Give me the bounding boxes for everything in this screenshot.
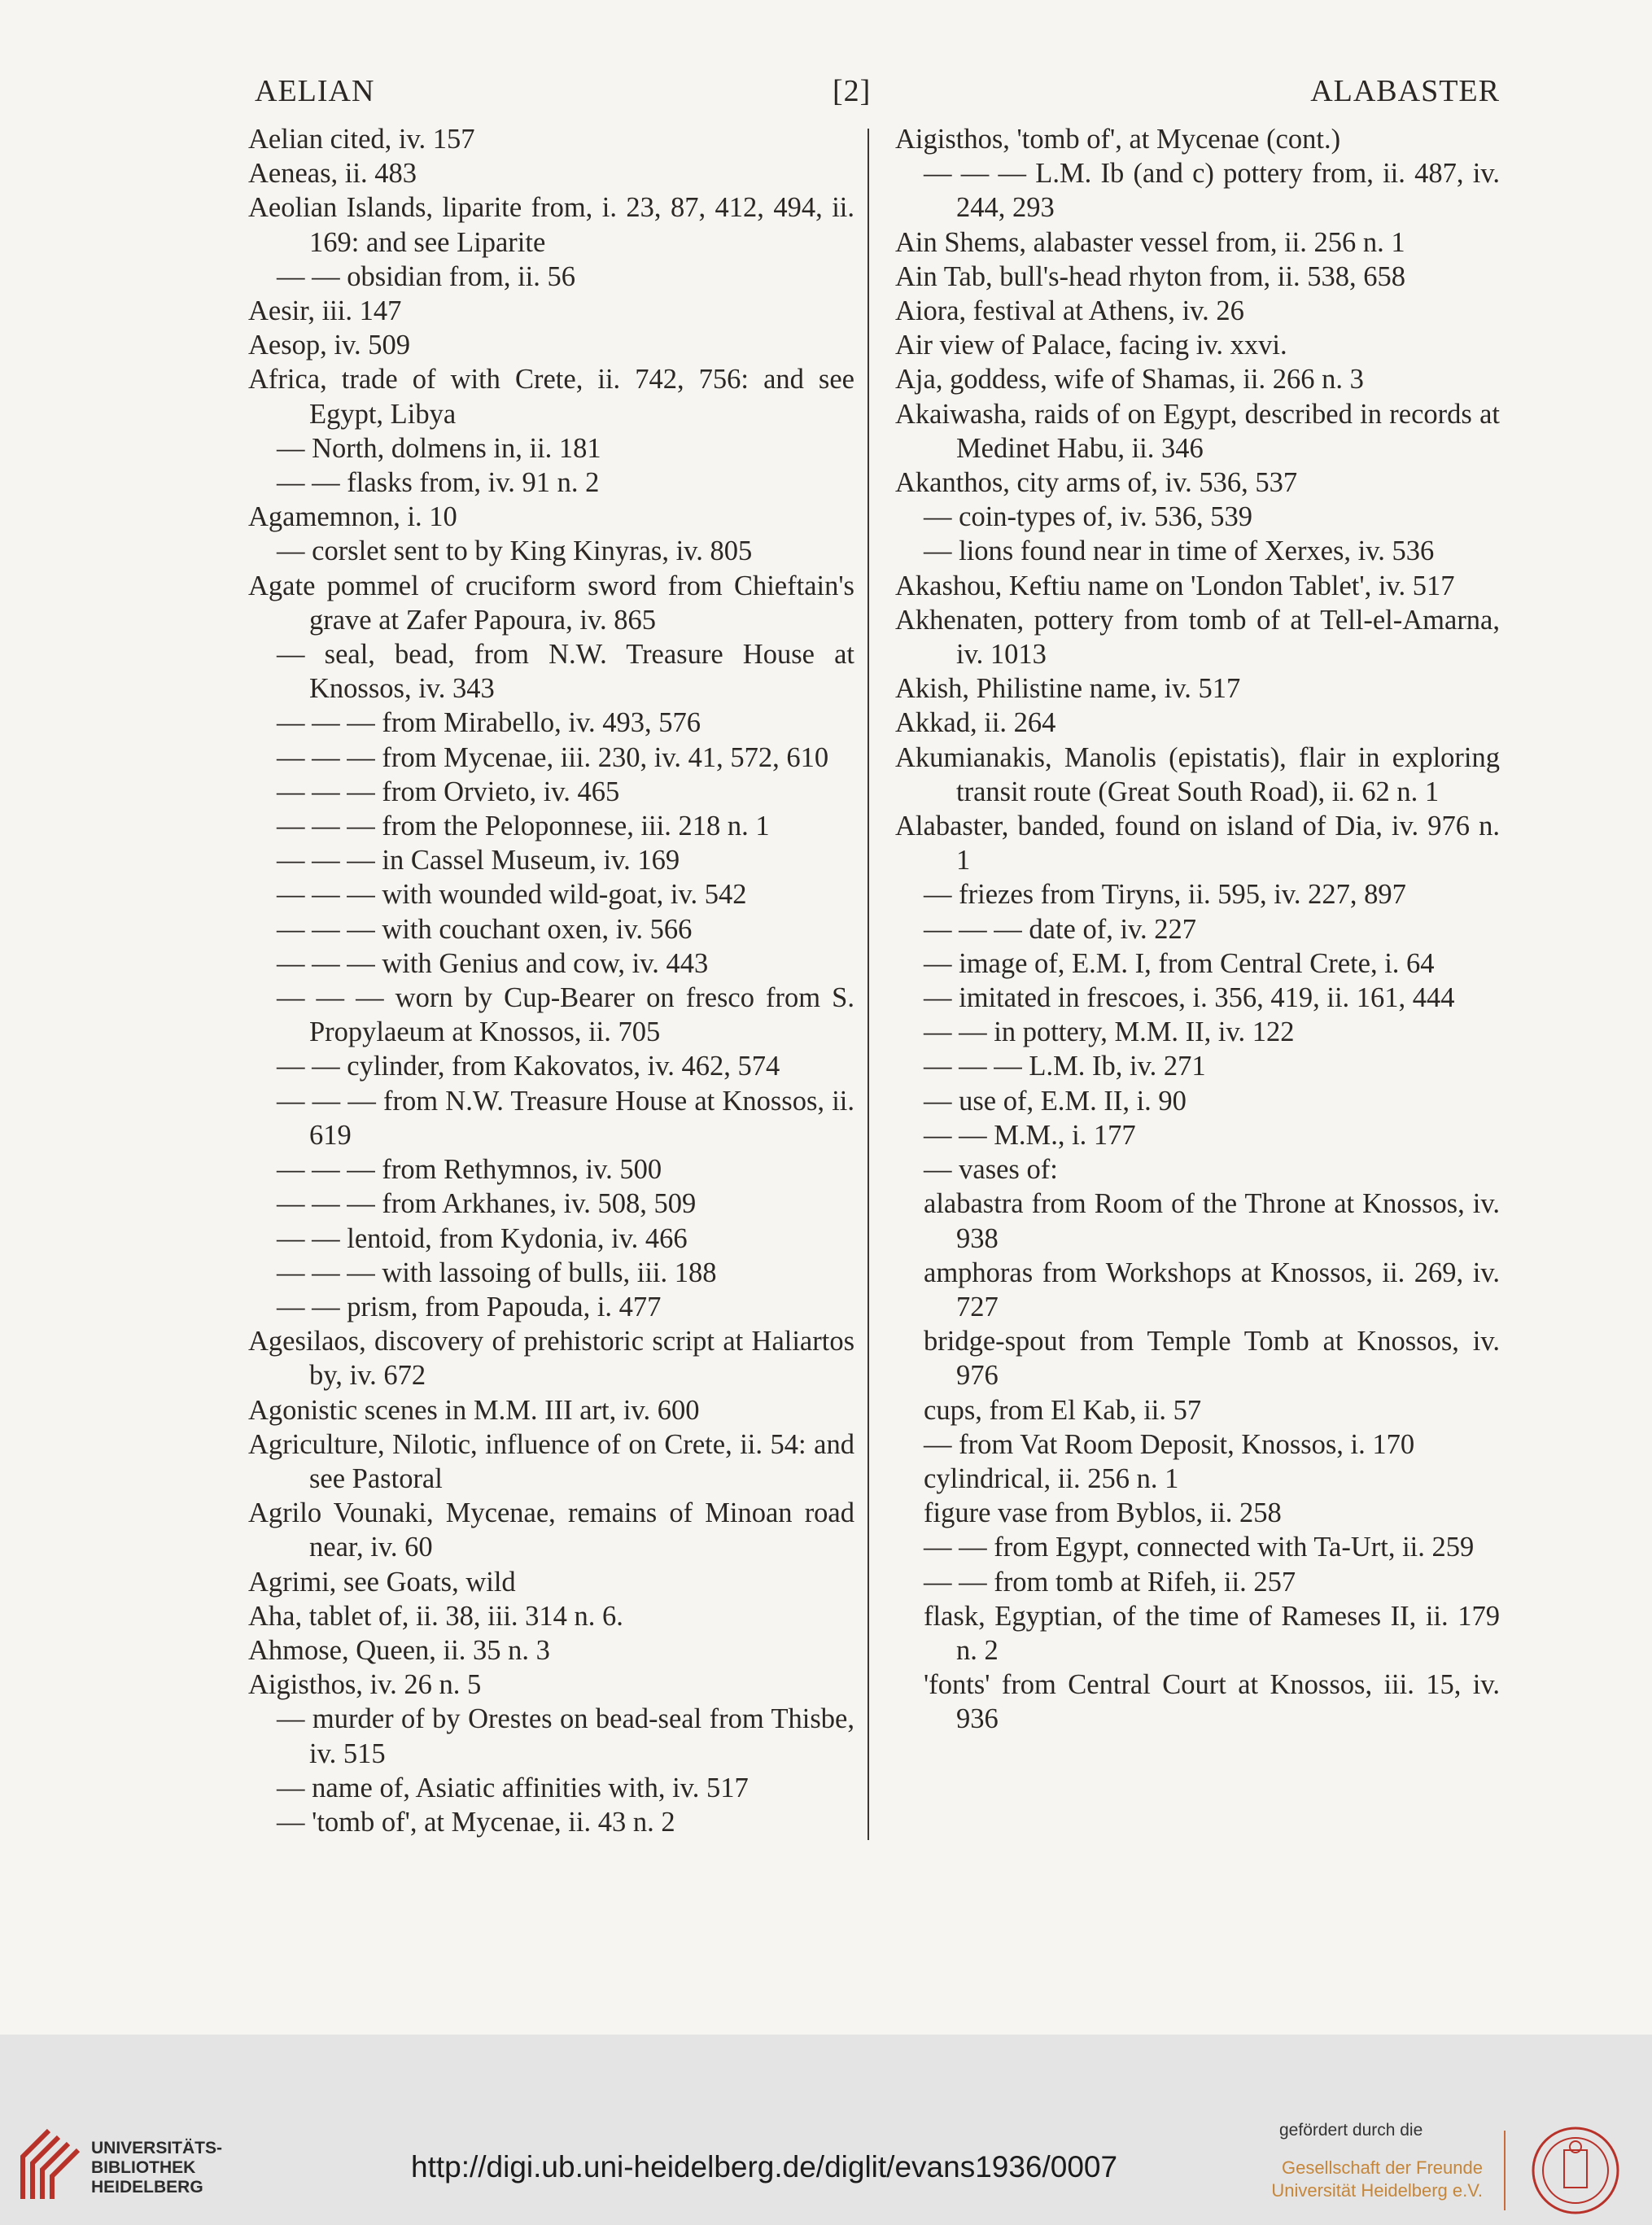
index-entry: Agonistic scenes in M.M. III art, iv. 600 xyxy=(248,1394,700,1426)
running-head xyxy=(255,73,1500,114)
library-logo-icon xyxy=(16,2124,81,2205)
index-entry: Aha, tablet of, ii. 38, iii. 314 n. 6. xyxy=(248,1600,623,1632)
index-entry: — — — from N.W. Treasure House at Knossos, ii. 619 xyxy=(277,1085,854,1151)
index-entry: — — — from Orvieto, iv. 465 xyxy=(277,776,620,807)
index-entry: — — flasks from, iv. 91 n. 2 xyxy=(277,467,600,499)
index-entry: — lions found near in time of Xerxes, iv. 536 xyxy=(924,535,1435,567)
index-entry: Aelian cited, iv. 157 xyxy=(248,124,475,155)
index-entry: Air view of Palace, facing iv. xxvi. xyxy=(895,330,1287,361)
index-entry: Akanthos, city arms of, iv. 536, 537 xyxy=(895,467,1298,499)
index-entry: flask, Egyptian, of the time of Rameses II, ii. 179 n. 2 xyxy=(924,1600,1500,1666)
sponsor-name-line1: Gesellschaft der Freunde xyxy=(1281,2157,1483,2178)
index-entry: — — — date of, iv. 227 xyxy=(924,913,1197,945)
index-entry: — coin-types of, iv. 536, 539 xyxy=(924,501,1253,533)
running-head-right: ALABASTER xyxy=(1310,74,1500,108)
source-url-link[interactable]: http://digi.ub.uni-heidelberg.de/diglit/evans1936/0007 xyxy=(411,2150,1118,2183)
footer-divider xyxy=(1504,2131,1506,2210)
index-entry: — — — from Rethymnos, iv. 500 xyxy=(277,1154,662,1186)
index-entry: — — prism, from Papouda, i. 477 xyxy=(277,1291,662,1322)
index-entry: Agrimi, see Goats, wild xyxy=(248,1566,516,1598)
index-entry: amphoras from Workshops at Knossos, ii. 269, iv. 727 xyxy=(924,1257,1500,1322)
index-entry: — — — L.M. Ib, iv. 271 xyxy=(924,1051,1206,1082)
index-entry: cylindrical, ii. 256 n. 1 xyxy=(924,1462,1179,1494)
index-entry: Ahmose, Queen, ii. 35 n. 3 xyxy=(248,1634,550,1666)
page-number: [2] xyxy=(833,74,872,108)
index-entry: — vases of: xyxy=(924,1154,1058,1186)
index-entry: Aja, goddess, wife of Shamas, ii. 266 n. 3 xyxy=(895,364,1364,396)
index-entry: — — — with lassoing of bulls, iii. 188 xyxy=(277,1257,717,1288)
index-entry: Akumianakis, Manolis (epistatis), flair in exploring transit route (Great South Road), ii. 62 n. 1 xyxy=(895,741,1500,807)
index-entry: — — from tomb at Rifeh, ii. 257 xyxy=(924,1566,1296,1598)
index-entry: — seal, bead, from N.W. Treasure House at Knossos, iv. 343 xyxy=(277,639,854,705)
university-seal-icon xyxy=(1519,2124,1632,2218)
index-entry: Aeolian Islands, liparite from, i. 23, 87, 412, 494, ii. 169: and see Liparite xyxy=(248,192,854,258)
index-entry: — — — worn by Cup-Bearer on fresco from S. Propylaeum at Knossos, ii. 705 xyxy=(277,982,854,1048)
library-logo xyxy=(16,2124,223,2205)
index-entry: — corslet sent to by King Kinyras, iv. 805 xyxy=(277,535,753,567)
index-entry: Aigisthos, 'tomb of', at Mycenae (cont.) xyxy=(895,124,1341,155)
index-entry: — name of, Asiatic affinities with, iv. 517 xyxy=(277,1772,749,1803)
index-entry: — image of, E.M. I, from Central Crete, i. 64 xyxy=(924,947,1435,979)
index-entry: — — cylinder, from Kakovatos, iv. 462, 574 xyxy=(277,1051,780,1082)
index-entry: — — M.M., i. 177 xyxy=(924,1119,1136,1151)
index-entry: — — — from Mycenae, iii. 230, iv. 41, 572, 610 xyxy=(277,741,829,773)
index-entry: Africa, trade of with Crete, ii. 742, 756: and see Egypt, Libya xyxy=(248,364,854,430)
index-entry: — — from Egypt, connected with Ta-Urt, ii. 259 xyxy=(924,1532,1475,1563)
index-entry: Agesilaos, discovery of prehistoric script at Haliartos by, iv. 672 xyxy=(248,1326,854,1392)
index-entry: Agrilo Vounaki, Mycenae, remains of Minoan road near, iv. 60 xyxy=(248,1497,854,1563)
index-entry: bridge-spout from Temple Tomb at Knossos, iv. 976 xyxy=(924,1326,1500,1392)
index-entry: alabastra from Room of the Throne at Knossos, iv. 938 xyxy=(924,1188,1500,1254)
index-entry: — — — from the Peloponnese, iii. 218 n. 1 xyxy=(277,811,770,842)
sponsor-name-line2: Universität Heidelberg e.V. xyxy=(1271,2180,1483,2201)
index-entry: — use of, E.M. II, i. 90 xyxy=(924,1085,1187,1117)
index-entry: — — — with couchant oxen, iv. 566 xyxy=(277,913,693,945)
index-entry: — — in pottery, M.M. II, iv. 122 xyxy=(924,1016,1295,1048)
index-entry: — from Vat Room Deposit, Knossos, i. 170 xyxy=(924,1428,1415,1460)
index-entry: Ain Tab, bull's-head rhyton from, ii. 538, 658 xyxy=(895,260,1405,292)
index-entry: cups, from El Kab, ii. 57 xyxy=(924,1394,1202,1426)
index-entry: — — — in Cassel Museum, iv. 169 xyxy=(277,845,680,876)
index-entry: Aesop, iv. 509 xyxy=(248,330,410,361)
index-entry: — — — with wounded wild-goat, iv. 542 xyxy=(277,879,747,911)
index-entry: — 'tomb of', at Mycenae, ii. 43 n. 2 xyxy=(277,1806,675,1838)
index-entry: — imitated in frescoes, i. 356, 419, ii. 161, 444 xyxy=(924,982,1455,1014)
index-entry: — murder of by Orestes on bead-seal from Thisbe, iv. 515 xyxy=(277,1703,854,1769)
index-entry: Akaiwasha, raids of on Egypt, described in records at Medinet Habu, ii. 346 xyxy=(895,398,1500,464)
library-name: UNIVERSITÄTS- BIBLIOTHEK HEIDELBERG xyxy=(91,2139,223,2197)
index-entry: Agate pommel of cruciform sword from Chieftain's grave at Zafer Papoura, iv. 865 xyxy=(248,570,854,636)
index-entry: Alabaster, banded, found on island of Dia, iv. 976 n. 1 xyxy=(895,811,1500,876)
sponsor-label: gefördert durch die xyxy=(1279,2121,1423,2140)
column-rule xyxy=(868,129,869,1840)
index-entry: Agamemnon, i. 10 xyxy=(248,501,457,533)
index-entry: — friezes from Tiryns, ii. 595, iv. 227, 897 xyxy=(924,879,1406,911)
index-entry: Aigisthos, iv. 26 n. 5 xyxy=(248,1669,482,1701)
index-entry: Aiora, festival at Athens, iv. 26 xyxy=(895,295,1244,327)
index-entry: — — — from Arkhanes, iv. 508, 509 xyxy=(277,1188,697,1220)
index-entry: — — obsidian from, ii. 56 xyxy=(277,260,576,292)
index-entry: Agriculture, Nilotic, influence of on Crete, ii. 54: and see Pastoral xyxy=(248,1428,854,1494)
index-entry: Akhenaten, pottery from tomb of at Tell-el-Amarna, iv. 1013 xyxy=(895,604,1500,671)
index-entry: — — — from Mirabello, iv. 493, 576 xyxy=(277,707,701,739)
index-column-right xyxy=(895,122,1500,1737)
index-entry: Ain Shems, alabaster vessel from, ii. 256 n. 1 xyxy=(895,226,1405,258)
index-entry: figure vase from Byblos, ii. 258 xyxy=(924,1497,1282,1529)
index-entry: — — lentoid, from Kydonia, iv. 466 xyxy=(277,1222,688,1254)
index-entry: Akashou, Keftiu name on 'London Tablet', iv. 517 xyxy=(895,570,1455,601)
index-entry: — North, dolmens in, ii. 181 xyxy=(277,432,601,464)
index-entry: — — — with Genius and cow, iv. 443 xyxy=(277,947,709,979)
footer-bar xyxy=(0,2035,1652,2225)
index-entry: Akish, Philistine name, iv. 517 xyxy=(895,673,1241,705)
index-entry: Akkad, ii. 264 xyxy=(895,707,1056,739)
index-entry: Aeneas, ii. 483 xyxy=(248,158,417,190)
sponsor-name xyxy=(1270,2157,1483,2202)
running-head-left: AELIAN xyxy=(255,74,375,108)
index-entry: Aesir, iii. 147 xyxy=(248,295,402,327)
index-entry: — — — L.M. Ib (and c) pottery from, ii. 487, iv. 244, 293 xyxy=(924,158,1500,224)
index-column-left xyxy=(248,122,854,1839)
index-entry: 'fonts' from Central Court at Knossos, iii. 15, iv. 936 xyxy=(924,1669,1500,1735)
